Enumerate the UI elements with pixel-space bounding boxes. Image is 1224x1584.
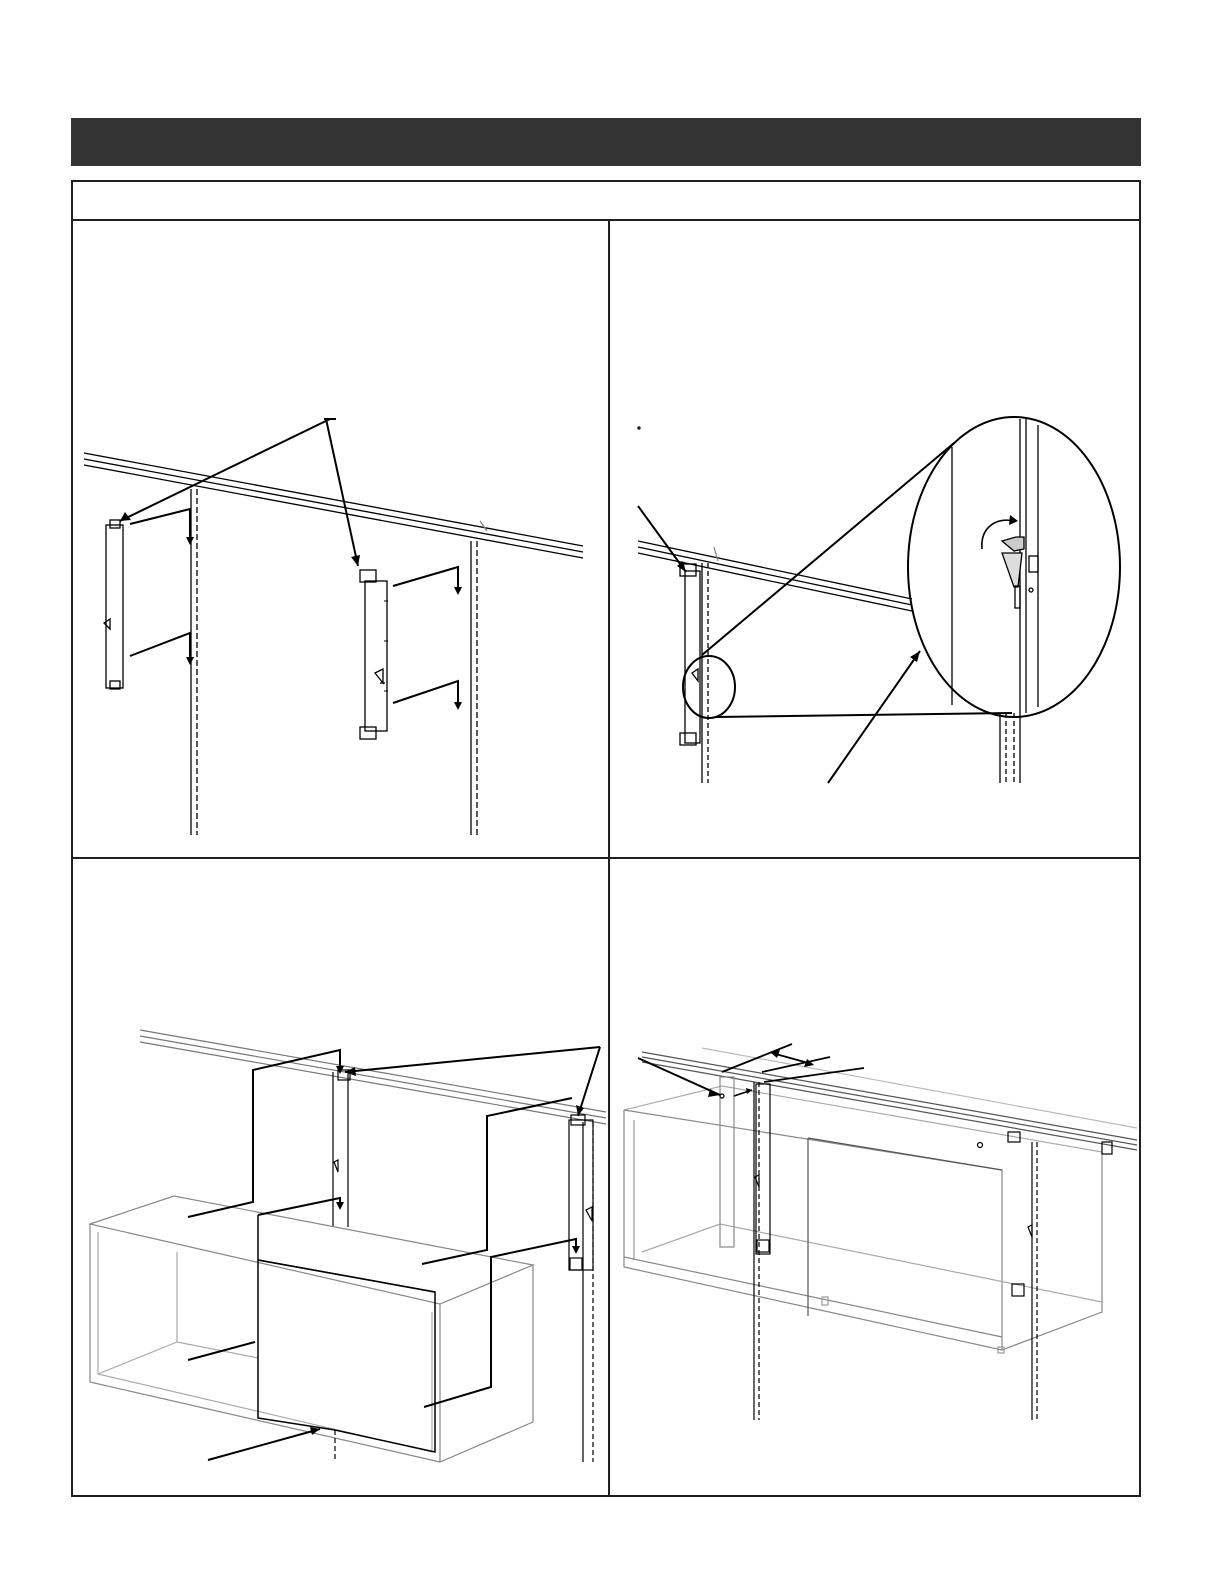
step-4-panel (610, 859, 1141, 1497)
instruction-frame (71, 180, 1141, 1497)
section-subheader (73, 182, 1139, 221)
wall-bracket-installation-diagram (73, 221, 608, 857)
step-3-panel (73, 859, 608, 1497)
step-1-panel (73, 221, 608, 857)
cabinet-installed-diagram (610, 859, 1141, 1497)
step-2-panel (610, 221, 1141, 857)
latch-detail-magnified-diagram (610, 221, 1141, 857)
page-header-bar (71, 118, 1141, 166)
cabinet-hanging-diagram (73, 859, 608, 1497)
